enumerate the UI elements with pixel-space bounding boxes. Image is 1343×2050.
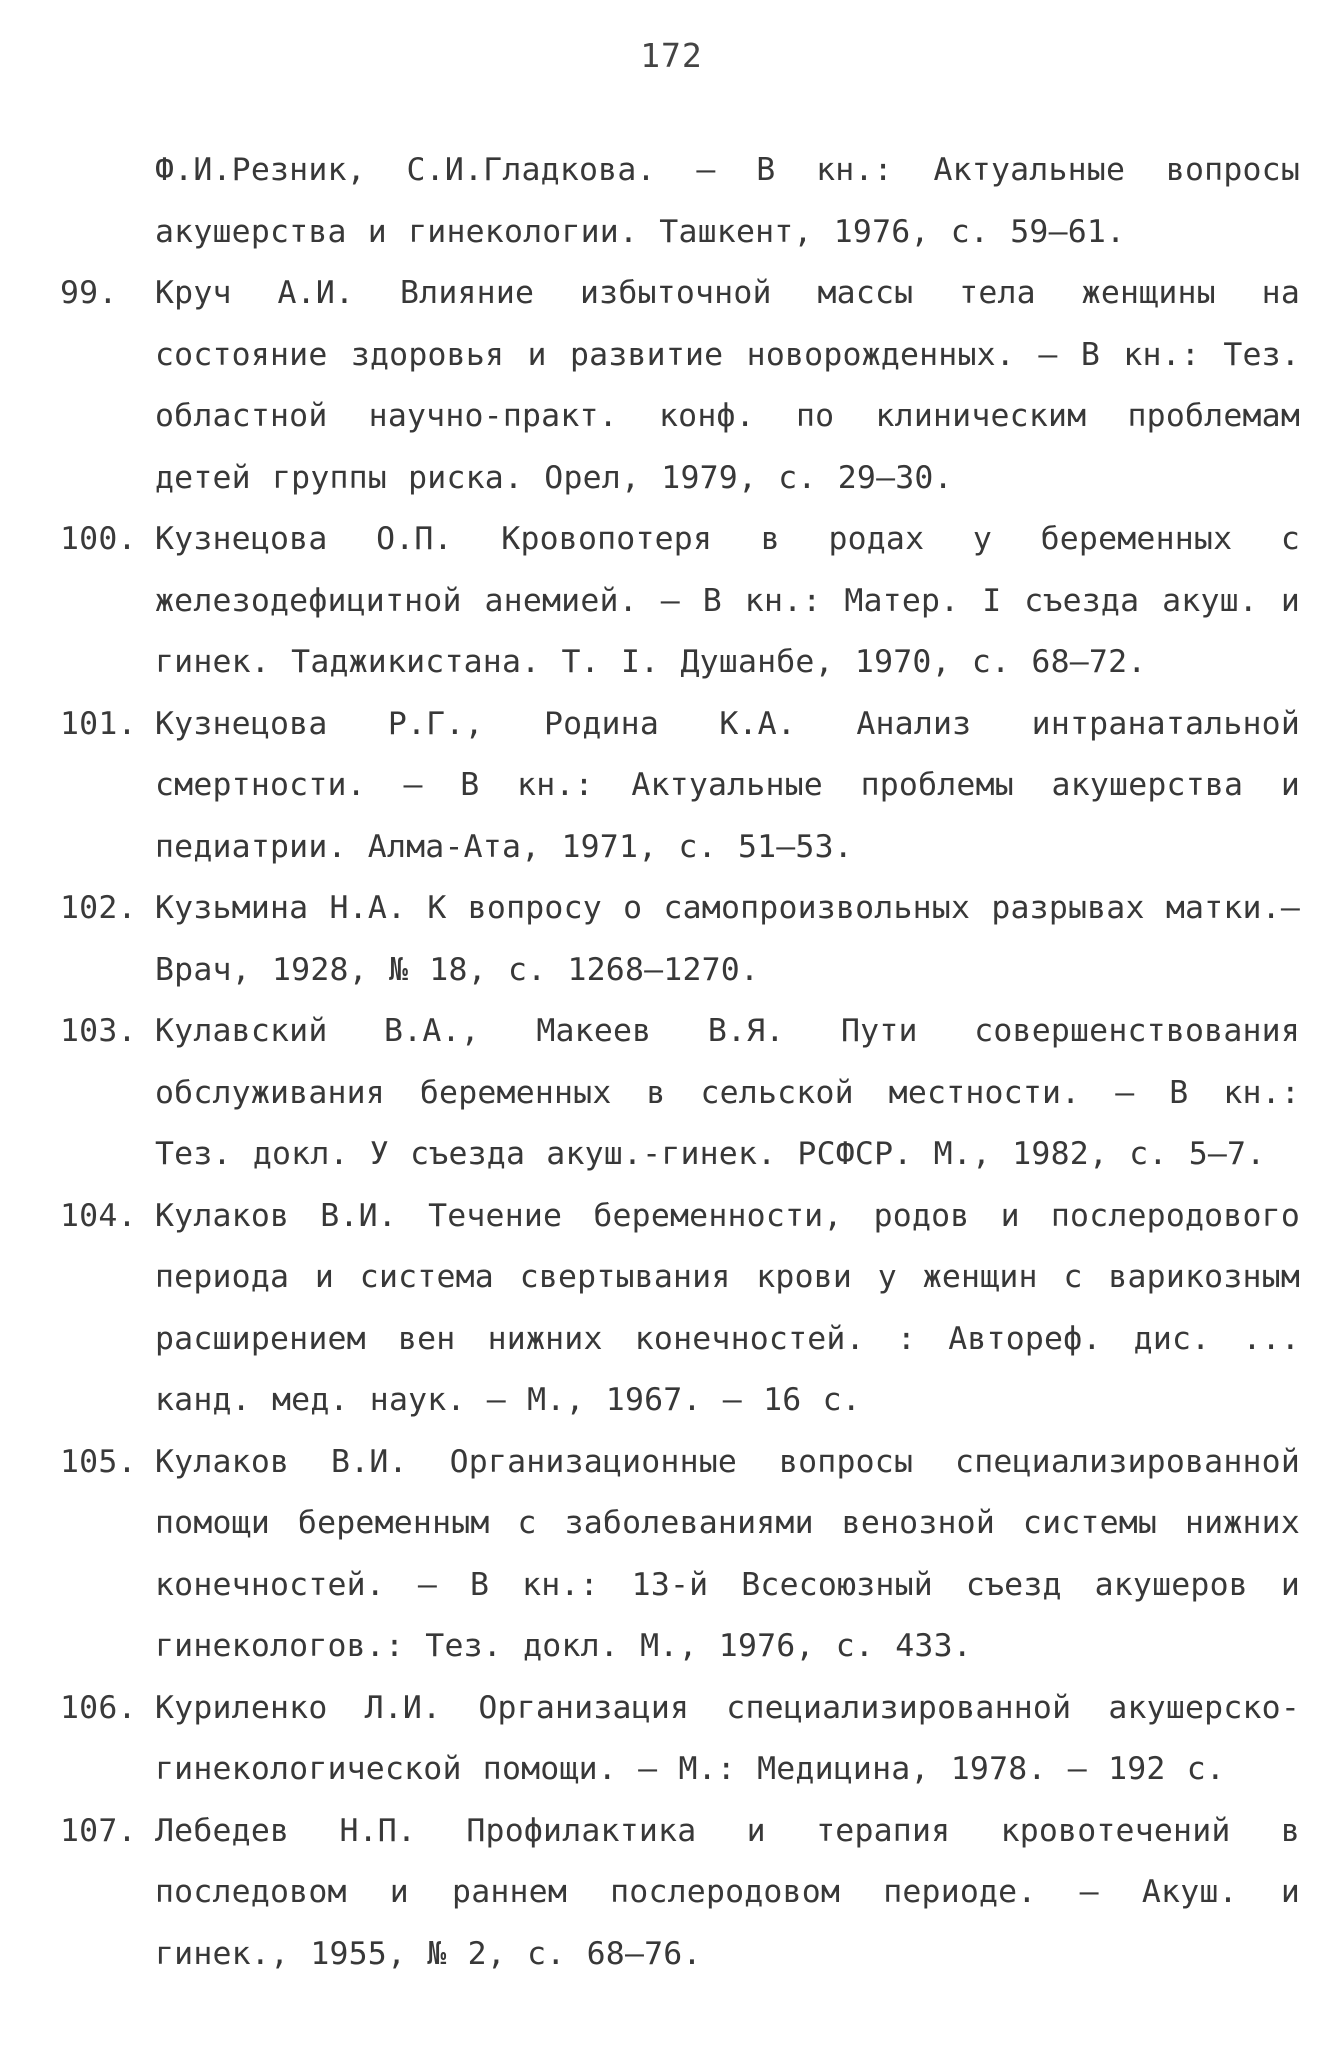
reference-text: Кузьмина Н.А. К вопросу о самопроизвольных разрывах матки.– Врач, 1928, № 18, с. 1268–1270. — [155, 890, 1300, 988]
reference-number: 100. — [60, 521, 137, 557]
reference-number: 104. — [60, 1197, 137, 1234]
reference-text: Кулаков В.И. Организационные вопросы специализированной помощи беременным с заболеваниями венозной системы нижних конечностей. – В кн.: 13-й Всесоюзный съезд акушеров и гинекологов.: Тез. докл. М., 1976, с. 433. — [155, 1443, 1300, 1664]
reference-entry-102 — [60, 878, 1300, 1001]
reference-entry-99 — [60, 263, 1300, 509]
reference-text: Кузнецова О.П. Кровопотеря в родах у беременных с железодефицитной анемией. – В кн.: Матер. I съезда акуш. и гинек. Таджикистана. Т. I. Душанбе, 1970, с. 68–72. — [155, 521, 1300, 680]
reference-text: Кузнецова Р.Г., Родина К.А. Анализ интранатальной смертности. – В кн.: Актуальные проблемы акушерства и педиатрии. Алма-Ата, 1971, с. 51–53. — [155, 705, 1300, 865]
reference-number: 103. — [60, 1013, 137, 1049]
reference-entry-continued — [60, 140, 1300, 263]
page-number: 172 — [640, 36, 703, 75]
reference-list — [60, 140, 1300, 1985]
reference-entry-100 — [60, 509, 1300, 694]
reference-text: Куриленко Л.И. Организация специализированной акушерско-гинекологической помощи. – М.: Медицина, 1978. – 192 с. — [155, 1689, 1300, 1787]
reference-entry-107 — [60, 1801, 1300, 1986]
reference-number: 101. — [60, 705, 137, 742]
reference-number: 107. — [60, 1812, 137, 1849]
reference-number: 102. — [60, 890, 137, 926]
reference-entry-104 — [60, 1186, 1300, 1432]
reference-text: Кулаков В.И. Течение беременности, родов и послеродового периода и система свертывания крови у женщин с варикозным расширением вен нижних конечностей. : Автореф. дис. ... канд. мед. наук. – М., 1967. – 16 с. — [155, 1197, 1300, 1418]
reference-entry-101 — [60, 694, 1300, 879]
reference-text: Круч А.И. Влияние избыточной массы тела женщины на состояние здоровья и развитие новорожденных. – В кн.: Тез. областной научно-практ. конф. по клиническим проблемам детей группы риска. Орел, 1979, с. 29–30. — [155, 275, 1300, 496]
reference-text: Кулавский В.А., Макеев В.Я. Пути совершенствования обслуживания беременных в сельской местности. – В кн.: Тез. докл. У съезда акуш.-гинек. РСФСР. М., 1982, с. 5–7. — [155, 1013, 1300, 1172]
reference-number: 105. — [60, 1443, 137, 1480]
reference-entry-105 — [60, 1432, 1300, 1678]
reference-entry-103 — [60, 1001, 1300, 1186]
reference-number: 106. — [60, 1689, 137, 1726]
reference-number: 99. — [60, 275, 118, 311]
reference-text: Ф.И.Резник, С.И.Гладкова. – В кн.: Актуальные вопросы акушерства и гинекологии. Ташкент, 1976, с. 59–61. — [155, 152, 1300, 250]
reference-entry-106 — [60, 1678, 1300, 1801]
reference-text: Лебедев Н.П. Профилактика и терапия кровотечений в последовом и раннем послеродовом периоде. – Акуш. и гинек., 1955, № 2, с. 68–76. — [155, 1812, 1300, 1972]
